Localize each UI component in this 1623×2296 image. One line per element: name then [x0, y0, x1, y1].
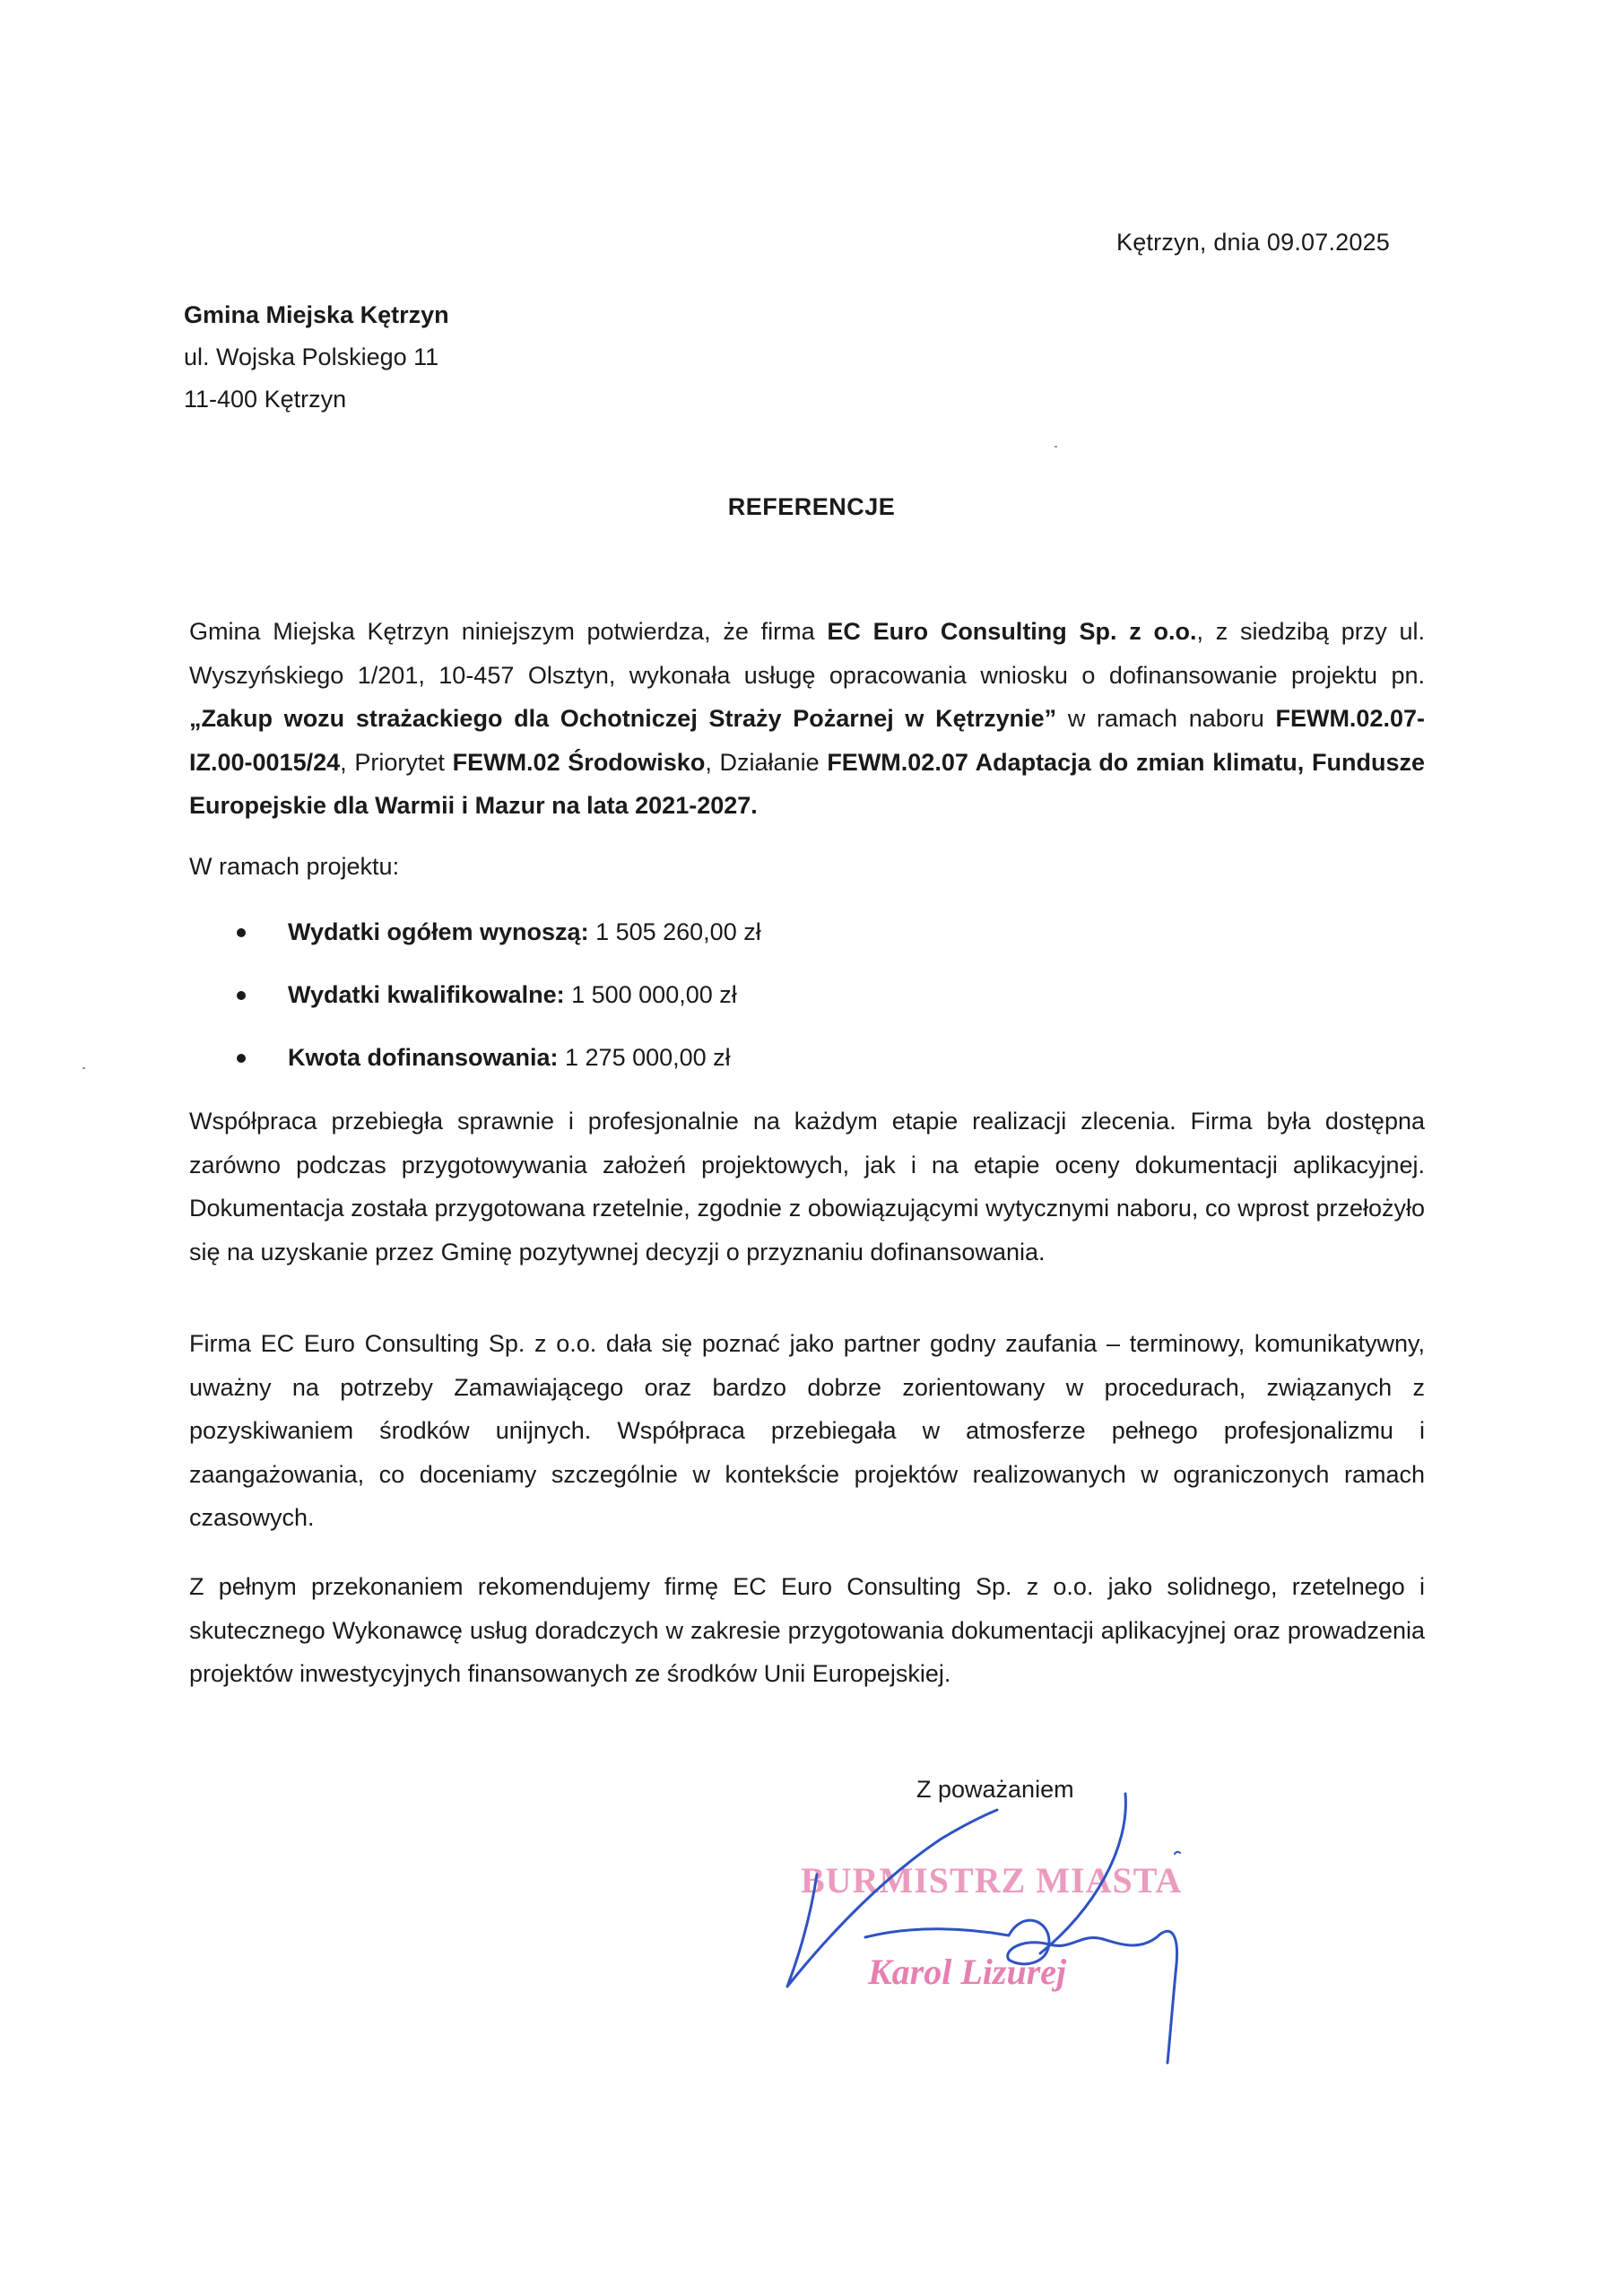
closing-salutation: Z poważaniem	[916, 1776, 1074, 1803]
financial-value: 1 275 000,00 zł	[558, 1044, 731, 1071]
financial-label: Wydatki kwalifikowalne:	[288, 981, 565, 1008]
list-item	[189, 1036, 1355, 1099]
project-name: „Zakup wozu strażackiego dla Ochotniczej Straży Pożarnej w Kętrzynie”	[189, 705, 1057, 732]
bullet-icon	[237, 991, 246, 1000]
stamp-title: BURMISTRZ MIASTA	[801, 1860, 1183, 1900]
sender-name: Gmina Miejska Kętrzyn	[184, 301, 449, 328]
sender-street: ul. Wojska Polskiego 11	[184, 344, 439, 370]
financials-list	[189, 910, 1355, 1099]
paragraph-cooperation: Współpraca przebiegła sprawnie i profesjonalnie na każdym etapie realizacji zlecenia. Firma była dostępna zarówno podczas przygotowywania założeń projektowych, jak i na etapie oceny dokumentacji aplikacyjnej. Dokumentacja została przygotowana rzetelnie, zgodnie z obowiązującymi wytycznymi naboru, co wprost przełożyło się na uzyskanie przez Gminę pozytywnej decyzji o przyznaniu dofinansowania.	[189, 1108, 1425, 1265]
signature-stroke	[1175, 1852, 1180, 1854]
financial-label: Kwota dofinansowania:	[288, 1044, 559, 1071]
bullet-icon	[237, 928, 246, 937]
action: FEWM.02.07 Adaptacja do zmian klimatu, Fundusze Europejskie dla Warmii i Mazur na lata 2021-2027.	[189, 748, 1425, 819]
priority: FEWM.02 Środowisko	[452, 748, 706, 776]
text: w ramach naboru	[1056, 705, 1276, 732]
scan-speck	[82, 1067, 85, 1069]
signature-stroke	[1040, 1794, 1125, 1953]
document-title: REFERENCJE	[727, 493, 896, 520]
signature-stroke	[865, 1920, 1177, 2063]
paragraph-confirmation	[189, 610, 1425, 828]
text: , z siedzibą przy ul. Wyszyńskiego 1/201, 10-457 Olsztyn, wykonała usługę opracowania wniosku o dofinansowanie projektu pn.	[189, 618, 1426, 689]
financial-value: 1 505 260,00 zł	[588, 918, 761, 945]
scan-speck	[1055, 446, 1057, 448]
bullet-icon	[237, 1054, 246, 1063]
financial-label: Wydatki ogółem wynoszą:	[288, 918, 589, 945]
sender-city: 11-400 Kętrzyn	[184, 386, 347, 413]
stamp-name: Karol Lizurej	[868, 1952, 1067, 1992]
list-item	[189, 910, 1355, 973]
call-number: FEWM.02.07-IZ.00-0015/24	[189, 705, 1425, 776]
paragraph-recommendation: Z pełnym przekonaniem rekomendujemy firmę EC Euro Consulting Sp. z o.o. jako solidnego, rzetelnego i skutecznego Wykonawcę usług doradczych w zakresie przygotowania dokumentacji aplikacyjnej oraz prowadzenia projektów inwestycyjnych finansowanych ze środków Unii Europejskiej.	[189, 1573, 1425, 1687]
signature-stroke	[787, 1810, 997, 1987]
text: Gmina Miejska Kętrzyn niniejszym potwierdza, że firma	[189, 618, 828, 645]
sender-address	[184, 294, 449, 421]
handwritten-signature-icon	[762, 1749, 1282, 2072]
list-item	[189, 973, 1355, 1036]
place-date: Kętrzyn, dnia 09.07.2025	[1116, 229, 1391, 256]
company-name: EC Euro Consulting Sp. z o.o.	[827, 618, 1197, 645]
paragraph-partner: Firma EC Euro Consulting Sp. z o.o. dała się poznać jako partner godny zaufania – terminowy, komunikatywny, uważny na potrzeby Zamawiającego oraz bardzo dobrze zorientowany w procedurach, związanych z pozyskiwaniem środków unijnych. Współpraca przebiegała w atmosferze pełnego profesjonalizmu i zaangażowania, co doceniamy szczególnie w kontekście projektów realizowanych w ograniczonych ramach czasowych.	[189, 1330, 1425, 1531]
text: , Priorytet	[340, 748, 453, 776]
financial-value: 1 500 000,00 zł	[564, 981, 737, 1008]
text: , Działanie	[705, 748, 828, 776]
financials-intro: W ramach projektu:	[189, 853, 400, 880]
